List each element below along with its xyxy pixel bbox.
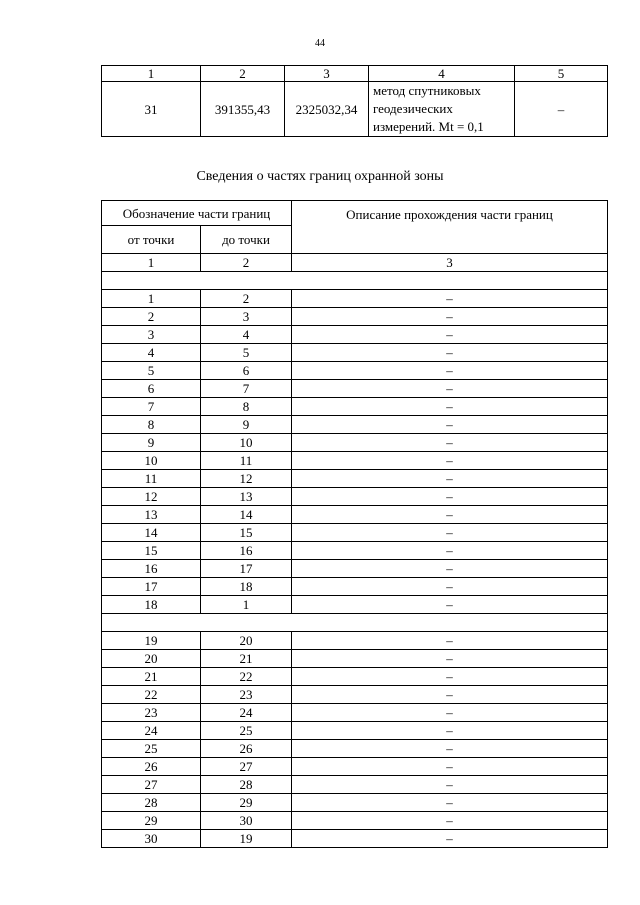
from-point-cell: 17 xyxy=(102,578,201,596)
description-cell: – xyxy=(292,452,608,470)
to-point-cell: 18 xyxy=(201,578,292,596)
spacer-cell xyxy=(102,272,608,290)
from-point-cell: 6 xyxy=(102,380,201,398)
coordinates-row xyxy=(102,82,608,137)
from-point-cell: 19 xyxy=(102,632,201,650)
header-from-point: от точки xyxy=(102,226,201,254)
method-line: метод спутниковых xyxy=(373,83,481,98)
table-row xyxy=(102,380,608,398)
header-description: Описание прохождения части границ xyxy=(292,201,608,254)
from-point-cell: 14 xyxy=(102,524,201,542)
to-point-cell: 14 xyxy=(201,506,292,524)
from-point-cell: 26 xyxy=(102,758,201,776)
to-point-cell: 4 xyxy=(201,326,292,344)
description-cell: – xyxy=(292,506,608,524)
from-point-cell: 11 xyxy=(102,470,201,488)
to-point-cell: 15 xyxy=(201,524,292,542)
coordinate-y: 2325032,34 xyxy=(285,82,369,137)
table-row xyxy=(102,686,608,704)
table-row xyxy=(102,794,608,812)
group-spacer-row xyxy=(102,272,608,290)
to-point-cell: 10 xyxy=(201,434,292,452)
table-row xyxy=(102,452,608,470)
description-cell: – xyxy=(292,560,608,578)
from-point-cell: 23 xyxy=(102,704,201,722)
header-cell: 3 xyxy=(285,66,369,82)
to-point-cell: 30 xyxy=(201,812,292,830)
table-row xyxy=(102,704,608,722)
numbering-row xyxy=(102,254,608,272)
to-point-cell: 16 xyxy=(201,542,292,560)
table-row xyxy=(102,722,608,740)
to-point-cell: 21 xyxy=(201,650,292,668)
to-point-cell: 24 xyxy=(201,704,292,722)
description-cell: – xyxy=(292,650,608,668)
header-part-designation: Обозначение части границ xyxy=(102,201,292,226)
to-point-cell: 28 xyxy=(201,776,292,794)
from-point-cell: 28 xyxy=(102,794,201,812)
numbering-cell: 2 xyxy=(201,254,292,272)
description-cell: – xyxy=(292,632,608,650)
table-row xyxy=(102,596,608,614)
table-row xyxy=(102,668,608,686)
description-cell: – xyxy=(292,596,608,614)
description-cell: – xyxy=(292,794,608,812)
description-cell: – xyxy=(292,542,608,560)
group-spacer-row xyxy=(102,614,608,632)
to-point-cell: 5 xyxy=(201,344,292,362)
coordinate-x: 391355,43 xyxy=(201,82,285,137)
to-point-cell: 20 xyxy=(201,632,292,650)
description-cell: – xyxy=(292,704,608,722)
description-cell: – xyxy=(292,416,608,434)
description-cell: – xyxy=(292,668,608,686)
table-row xyxy=(102,434,608,452)
header-cell: 1 xyxy=(102,66,201,82)
to-point-cell: 7 xyxy=(201,380,292,398)
description-cell: – xyxy=(292,722,608,740)
numbering-cell: 3 xyxy=(292,254,608,272)
from-point-cell: 8 xyxy=(102,416,201,434)
table-row xyxy=(102,398,608,416)
coordinates-header-row xyxy=(102,66,608,82)
column-5-value: – xyxy=(515,82,608,137)
to-point-cell: 27 xyxy=(201,758,292,776)
from-point-cell: 12 xyxy=(102,488,201,506)
table-row xyxy=(102,776,608,794)
header-to-point: до точки xyxy=(201,226,292,254)
table-row xyxy=(102,650,608,668)
table-row xyxy=(102,560,608,578)
description-cell: – xyxy=(292,290,608,308)
from-point-cell: 18 xyxy=(102,596,201,614)
table-row xyxy=(102,578,608,596)
coordinates-table xyxy=(101,65,608,137)
table-row xyxy=(102,542,608,560)
header-cell: 2 xyxy=(201,66,285,82)
from-point-cell: 21 xyxy=(102,668,201,686)
table-row xyxy=(102,758,608,776)
header-cell: 5 xyxy=(515,66,608,82)
to-point-cell: 17 xyxy=(201,560,292,578)
method-line: геодезических xyxy=(373,101,453,116)
from-point-cell: 1 xyxy=(102,290,201,308)
table-row xyxy=(102,416,608,434)
description-cell: – xyxy=(292,434,608,452)
spacer-cell xyxy=(102,614,608,632)
to-point-cell: 8 xyxy=(201,398,292,416)
from-point-cell: 2 xyxy=(102,308,201,326)
description-cell: – xyxy=(292,578,608,596)
description-cell: – xyxy=(292,470,608,488)
to-point-cell: 25 xyxy=(201,722,292,740)
description-cell: – xyxy=(292,398,608,416)
from-point-cell: 5 xyxy=(102,362,201,380)
to-point-cell: 19 xyxy=(201,830,292,848)
description-cell: – xyxy=(292,362,608,380)
header-cell: 4 xyxy=(369,66,515,82)
from-point-cell: 10 xyxy=(102,452,201,470)
to-point-cell: 22 xyxy=(201,668,292,686)
to-point-cell: 11 xyxy=(201,452,292,470)
from-point-cell: 29 xyxy=(102,812,201,830)
table-row xyxy=(102,344,608,362)
table-row xyxy=(102,488,608,506)
from-point-cell: 24 xyxy=(102,722,201,740)
from-point-cell: 3 xyxy=(102,326,201,344)
from-point-cell: 7 xyxy=(102,398,201,416)
method-description xyxy=(369,82,515,137)
boundary-parts-table xyxy=(101,200,608,848)
description-cell: – xyxy=(292,326,608,344)
description-cell: – xyxy=(292,488,608,506)
description-cell: – xyxy=(292,776,608,794)
description-cell: – xyxy=(292,308,608,326)
from-point-cell: 15 xyxy=(102,542,201,560)
table-row xyxy=(102,830,608,848)
section-title: Сведения о частях границ охранной зоны xyxy=(196,169,444,184)
to-point-cell: 26 xyxy=(201,740,292,758)
from-point-cell: 16 xyxy=(102,560,201,578)
table-row xyxy=(102,308,608,326)
table-row xyxy=(102,632,608,650)
from-point-cell: 30 xyxy=(102,830,201,848)
to-point-cell: 12 xyxy=(201,470,292,488)
to-point-cell: 1 xyxy=(201,596,292,614)
to-point-cell: 2 xyxy=(201,290,292,308)
from-point-cell: 9 xyxy=(102,434,201,452)
from-point-cell: 13 xyxy=(102,506,201,524)
to-point-cell: 3 xyxy=(201,308,292,326)
table-row xyxy=(102,470,608,488)
table-row xyxy=(102,290,608,308)
description-cell: – xyxy=(292,812,608,830)
table-row xyxy=(102,812,608,830)
point-number: 31 xyxy=(102,82,201,137)
description-cell: – xyxy=(292,686,608,704)
to-point-cell: 23 xyxy=(201,686,292,704)
description-cell: – xyxy=(292,344,608,362)
table-row xyxy=(102,362,608,380)
to-point-cell: 13 xyxy=(201,488,292,506)
from-point-cell: 20 xyxy=(102,650,201,668)
description-cell: – xyxy=(292,740,608,758)
page-number: 44 xyxy=(315,38,325,49)
description-cell: – xyxy=(292,380,608,398)
table-row xyxy=(102,524,608,542)
from-point-cell: 22 xyxy=(102,686,201,704)
method-line: измерений. Mt = 0,1 xyxy=(373,119,484,134)
numbering-cell: 1 xyxy=(102,254,201,272)
to-point-cell: 6 xyxy=(201,362,292,380)
to-point-cell: 9 xyxy=(201,416,292,434)
to-point-cell: 29 xyxy=(201,794,292,812)
table-row xyxy=(102,326,608,344)
table-row xyxy=(102,506,608,524)
description-cell: – xyxy=(292,758,608,776)
table-row xyxy=(102,740,608,758)
from-point-cell: 25 xyxy=(102,740,201,758)
from-point-cell: 27 xyxy=(102,776,201,794)
description-cell: – xyxy=(292,830,608,848)
from-point-cell: 4 xyxy=(102,344,201,362)
description-cell: – xyxy=(292,524,608,542)
